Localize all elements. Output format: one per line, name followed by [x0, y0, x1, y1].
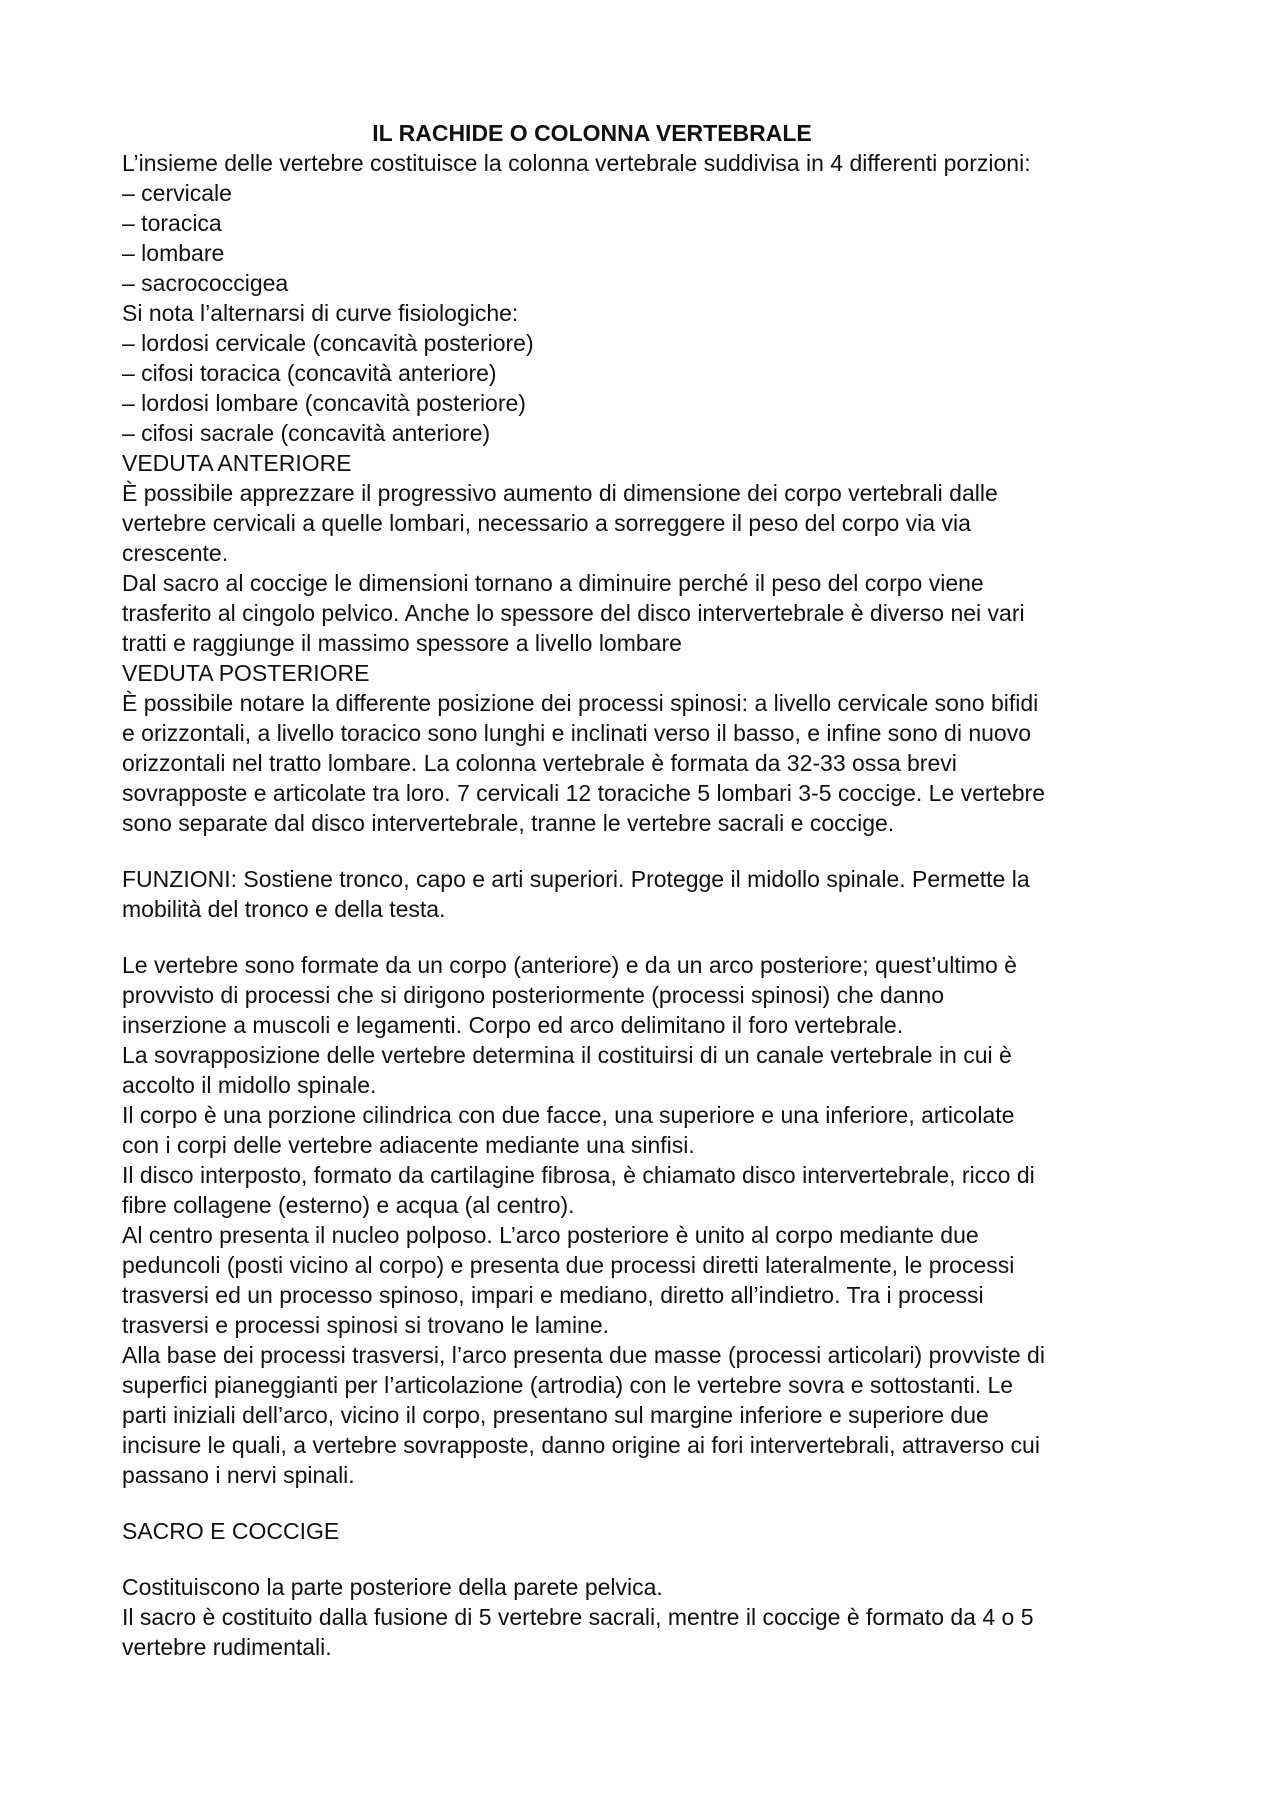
- paragraph-line: provvisto di processi che si dirigono posteriormente (processi spinosi) che danno: [122, 982, 945, 1008]
- paragraph-line: trasversi ed un processo spinoso, impari e mediano, diretto all’indietro. Tra i processi: [122, 1282, 984, 1308]
- functions-section: [122, 864, 1162, 924]
- paragraph-line: tratti e raggiunge il massimo spessore a livello lombare: [122, 630, 682, 656]
- paragraph-line: passano i nervi spinali.: [122, 1462, 355, 1488]
- paragraph-line: Il disco interposto, formato da cartilagine fibrosa, è chiamato disco intervertebrale, ricco di: [122, 1162, 1035, 1188]
- paragraph-line: crescente.: [122, 540, 229, 566]
- document-page: [122, 118, 1162, 1662]
- list-item-lombare: – lombare: [122, 240, 225, 266]
- paragraph-line: sono separate dal disco intervertebrale, tranne le vertebre sacrali e coccige.: [122, 810, 895, 836]
- paragraph-line: fibre collagene (esterno) e acqua (al centro).: [122, 1192, 575, 1218]
- list-item-lordosi-cervicale: – lordosi cervicale (concavità posteriore): [122, 330, 534, 356]
- paragraph-gap: [122, 924, 1162, 950]
- document-title: IL RACHIDE O COLONNA VERTEBRALE: [372, 120, 812, 146]
- paragraph-line: superfici pianeggianti per l’articolazione (artrodia) con le vertebre sovra e sottostanti. Le: [122, 1372, 1014, 1398]
- paragraph-line: trasferito al cingolo pelvico. Anche lo spessore del disco intervertebrale è diverso nei vari: [122, 600, 1025, 626]
- anterior-view-section: [122, 448, 1162, 658]
- paragraph-line: mobilità del tronco e della testa.: [122, 896, 446, 922]
- intro-line: Si nota l’alternarsi di curve fisiologiche:: [122, 300, 519, 326]
- paragraph-line: È possibile notare la differente posizione dei processi spinosi: a livello cervicale sono bifidi: [122, 690, 1039, 716]
- list-item-cifosi-toracica: – cifosi toracica (concavità anteriore): [122, 360, 497, 386]
- paragraph-line: peduncoli (posti vicino al corpo) e presenta due processi diretti lateralmente, le processi: [122, 1252, 1015, 1278]
- section-heading-sacrum: SACRO E COCCIGE: [122, 1518, 340, 1544]
- paragraph-gap: [122, 1546, 1162, 1572]
- section-heading-anterior: VEDUTA ANTERIORE: [122, 450, 352, 476]
- paragraph-line: Il corpo è una porzione cilindrica con due facce, una superiore e una inferiore, articolate: [122, 1102, 1015, 1128]
- paragraph-line: e orizzontali, a livello toracico sono lunghi e inclinati verso il basso, e infine sono di nuovo: [122, 720, 1032, 746]
- paragraph-line: trasversi e processi spinosi si trovano le lamine.: [122, 1312, 610, 1338]
- paragraph-line: inserzione a muscoli e legamenti. Corpo ed arco delimitano il foro vertebrale.: [122, 1012, 904, 1038]
- paragraph-line: Il sacro è costituito dalla fusione di 5 vertebre sacrali, mentre il coccige è formato da 4 o 5: [122, 1604, 1034, 1630]
- paragraph-line: vertebre rudimentali.: [122, 1634, 332, 1660]
- intro-section: [122, 148, 1162, 448]
- paragraph-line: Al centro presenta il nucleo polposo. L’arco posteriore è unito al corpo mediante due: [122, 1222, 979, 1248]
- posterior-view-section: [122, 658, 1162, 838]
- paragraph-line: Le vertebre sono formate da un corpo (anteriore) e da un arco posteriore; quest’ultimo è: [122, 952, 1017, 978]
- intro-line: L’insieme delle vertebre costituisce la colonna vertebrale suddivisa in 4 differenti porzioni:: [122, 150, 1031, 176]
- paragraph-gap: [122, 838, 1162, 864]
- paragraph-line: incisure le quali, a vertebre sovrapposte, danno origine ai fori intervertebrali, attraverso cui: [122, 1432, 1040, 1458]
- list-item-lordosi-lombare: – lordosi lombare (concavità posteriore): [122, 390, 526, 416]
- paragraph-line: accolto il midollo spinale.: [122, 1072, 377, 1098]
- paragraph-line: vertebre cervicali a quelle lombari, necessario a sorreggere il peso del corpo via via: [122, 510, 971, 536]
- paragraph-line: La sovrapposizione delle vertebre determina il costituirsi di un canale vertebrale in cui è: [122, 1042, 1012, 1068]
- paragraph-line: Dal sacro al coccige le dimensioni tornano a diminuire perché il peso del corpo viene: [122, 570, 984, 596]
- paragraph-line: orizzontali nel tratto lombare. La colonna vertebrale è formata da 32-33 ossa brevi: [122, 750, 957, 776]
- paragraph-gap: [122, 1490, 1162, 1516]
- paragraph-line: È possibile apprezzare il progressivo aumento di dimensione dei corpo vertebrali dalle: [122, 480, 998, 506]
- list-item-cervicale: – cervicale: [122, 180, 232, 206]
- list-item-sacrococcigea: – sacrococcigea: [122, 270, 289, 296]
- paragraph-line: parti iniziali dell’arco, vicino il corpo, presentano sul margine inferiore e superiore due: [122, 1402, 989, 1428]
- sacrum-section: [122, 1516, 1162, 1662]
- section-heading-posterior: VEDUTA POSTERIORE: [122, 660, 370, 686]
- paragraph-line: Costituiscono la parte posteriore della parete pelvica.: [122, 1574, 663, 1600]
- structure-section: [122, 950, 1162, 1490]
- paragraph-line: Alla base dei processi trasversi, l’arco presenta due masse (processi articolari) provviste di: [122, 1342, 1045, 1368]
- paragraph-line: con i corpi delle vertebre adiacente mediante una sinfisi.: [122, 1132, 695, 1158]
- paragraph-line: sovrapposte e articolate tra loro. 7 cervicali 12 toraciche 5 lombari 3-5 coccige. Le vertebre: [122, 780, 1046, 806]
- list-item-cifosi-sacrale: – cifosi sacrale (concavità anteriore): [122, 420, 491, 446]
- list-item-toracica: – toracica: [122, 210, 222, 236]
- paragraph-line: FUNZIONI: Sostiene tronco, capo e arti superiori. Protegge il midollo spinale. Permette la: [122, 866, 1030, 892]
